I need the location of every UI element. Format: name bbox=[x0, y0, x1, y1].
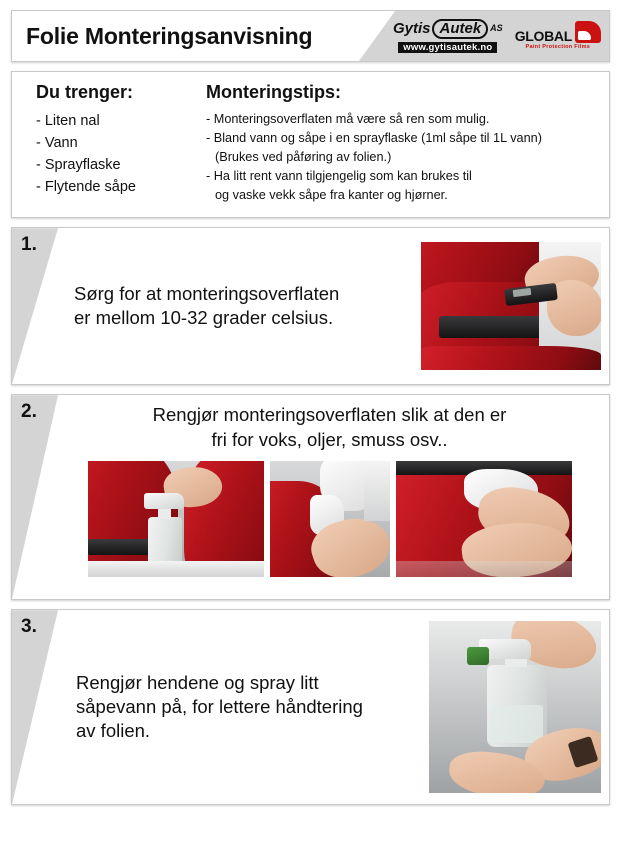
step-text-line: fri for voks, oljer, smuss osv.. bbox=[211, 428, 448, 450]
step-card-2 bbox=[11, 394, 610, 600]
step-number-wedge-2 bbox=[12, 395, 58, 599]
photo-thermometer-on-red-car bbox=[421, 242, 601, 370]
tips-item: (Brukes ved påføring av folien.) bbox=[215, 150, 392, 165]
logo-global-text: GLOBAL bbox=[514, 28, 572, 45]
step-number-wedge-1 bbox=[12, 228, 58, 384]
step-text-line: er mellom 10-32 grader celsius. bbox=[74, 307, 334, 329]
global-shield-icon bbox=[575, 21, 601, 43]
logo-gytis-url: www.gytisautek.no bbox=[398, 42, 497, 54]
step-text-line: Rengjør hendene og spray litt bbox=[76, 671, 319, 693]
logo-as-text: AS bbox=[490, 23, 503, 34]
page-title: Folie Monteringsanvisning bbox=[26, 22, 313, 49]
tips-item: og vaske vekk såpe fra kanter og hjørner. bbox=[215, 188, 448, 203]
logo-global bbox=[515, 21, 601, 51]
logo-gytis-text: Gytis bbox=[392, 20, 431, 38]
step-number-wedge-3 bbox=[12, 610, 58, 804]
step-text-2 bbox=[153, 403, 507, 452]
needs-item: - Sprayflaske bbox=[36, 157, 121, 174]
info-card bbox=[11, 71, 610, 218]
tips-item: - Ha litt rent vann tilgjengelig som kan brukes til bbox=[206, 169, 472, 184]
step-text-line: såpevann på, for lettere håndtering bbox=[76, 696, 363, 718]
step-text-line: Rengjør monteringsoverflaten slik at den er bbox=[152, 404, 507, 426]
photo-spray-bottle-on-red-car bbox=[88, 461, 264, 577]
logo-global-tagline: Paint Protection Films bbox=[525, 44, 591, 51]
photo-wiping-cloth-closeup bbox=[270, 461, 390, 577]
needs-item: - Vann bbox=[36, 135, 78, 152]
step-card-1 bbox=[11, 227, 610, 385]
step-wedge-shape bbox=[12, 395, 58, 599]
poster-header bbox=[11, 10, 610, 62]
needs-heading: Du trenger: bbox=[36, 82, 134, 102]
step-number: 2. bbox=[21, 401, 37, 423]
tips-item: - Bland vann og såpe i en sprayflaske (1ml såpe til 1L vann) bbox=[206, 131, 542, 146]
needs-item: - Flytende såpe bbox=[36, 179, 136, 196]
logo-gytis-wordmark bbox=[393, 19, 503, 39]
logo-gytis-autek bbox=[393, 19, 503, 54]
logo-global-row bbox=[515, 21, 601, 43]
tips-heading: Monteringstips: bbox=[206, 82, 341, 102]
step-2-photo-strip bbox=[88, 461, 572, 577]
step-number: 3. bbox=[21, 616, 37, 638]
step-number: 1. bbox=[21, 234, 37, 256]
step-text-3 bbox=[58, 671, 363, 744]
logo-autek-text: Autek bbox=[432, 19, 488, 39]
step-wedge-shape bbox=[12, 610, 58, 804]
step-text-1 bbox=[58, 282, 339, 331]
step-card-3 bbox=[11, 609, 610, 805]
brand-logos bbox=[393, 11, 601, 61]
tips-item: - Monteringsoverflaten må være så ren som mulig. bbox=[206, 112, 490, 126]
step-body-2 bbox=[58, 395, 609, 599]
step-body-1 bbox=[58, 228, 609, 384]
tips-column bbox=[206, 82, 601, 205]
needs-item: - Liten nal bbox=[36, 113, 100, 129]
photo-cloth-on-red-panel bbox=[396, 461, 572, 577]
photo-spraying-soapy-water-on-hands bbox=[429, 621, 601, 793]
step-text-line: Sørg for at monteringsoverflaten bbox=[74, 282, 340, 304]
step-body-3 bbox=[58, 610, 609, 804]
needs-column bbox=[20, 82, 202, 205]
step-text-line: av folien. bbox=[76, 720, 151, 742]
